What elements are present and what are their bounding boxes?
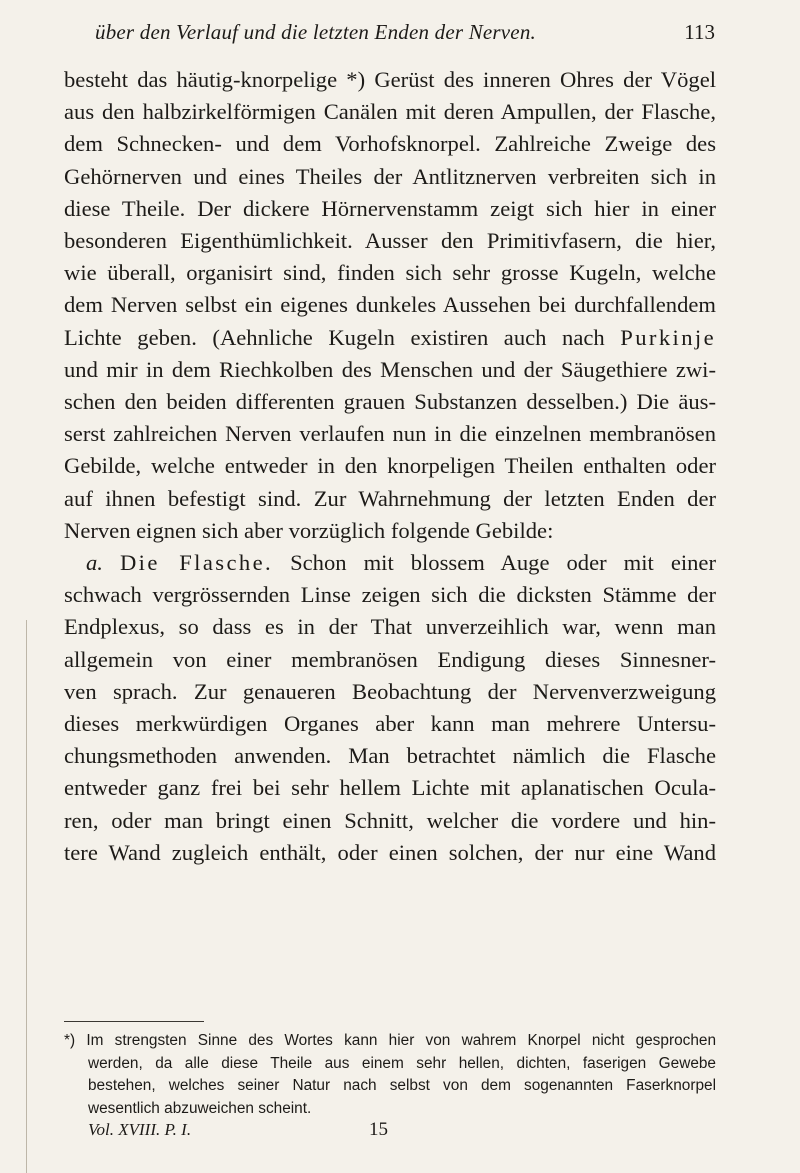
text-line: und mir in dem Riechkolben des Menschen und der Säugethiere zwi-	[64, 356, 716, 382]
text-line: dem Schnecken- und dem Vorhofsknorpel. Zahlreiche Zweige des	[64, 131, 716, 157]
footnote-first-line	[64, 1030, 716, 1053]
text-line: schen den beiden differenten grauen Substanzen desselben.) Die äus-	[64, 389, 716, 415]
volume-signature: Vol. XVIII. P. I.	[88, 1120, 192, 1139]
footnote-rule	[64, 1021, 204, 1022]
section-a-heading: Die Flasche.	[119, 550, 274, 576]
text-line: serst zahlreichen Nerven verlaufen nun in die einzelnen membranösen	[64, 421, 716, 447]
text-line: entweder ganz frei bei sehr hellem Lichte mit aplanatischen Ocula-	[64, 775, 716, 801]
text-line: diese Theile. Der dickere Hörnervenstamm zeigt sich hier in einer	[64, 195, 716, 221]
text-line: dieses merkwürdigen Organes aber kann man mehrere Untersu-	[64, 711, 716, 737]
running-head-title: über den Verlauf und die letzten Enden der Nerven.	[95, 20, 536, 44]
sheet-number: 15	[369, 1119, 388, 1140]
body-text	[64, 64, 716, 869]
text-line: Endplexus, so dass es in der That unverzeihlich war, wenn man	[64, 614, 716, 640]
text-line: besonderen Eigenthümlichkeit. Ausser den Primitivfasern, die hier,	[64, 228, 716, 254]
text-line: auf ihnen befestigt sind. Zur Wahrnehmung der letzten Enden der	[64, 485, 716, 511]
text-line: wie überall, organisirt sind, finden sich sehr grosse Kugeln, welche	[64, 260, 716, 286]
section-a-marker: a.	[86, 550, 103, 576]
section-a-first-line	[64, 547, 716, 579]
text-line: schwach vergrössernden Linse zeigen sich die dicksten Stämme der	[64, 582, 716, 608]
text-line: allgemein von einer membranösen Endigung dieses Sinnesner-	[64, 646, 716, 672]
text-line: besteht das häutig-knorpelige *) Gerüst des inneren Ohres der Vögel	[64, 67, 716, 92]
author-name-purkinje: Purkinje	[620, 324, 716, 350]
text-line: Gehörnerven und eines Theiles der Antlitznerven verbreiten sich in	[64, 163, 716, 189]
text-line-with-name	[64, 322, 716, 354]
text-fragment: Lichte geben. (Aehnliche Kugeln existiren auch nach	[64, 324, 621, 350]
running-head	[95, 20, 715, 50]
footnote-line: werden, da alle diese Theile aus einem sehr hellen, dichten, faserigen Gewebe	[88, 1054, 716, 1072]
page-edge-line	[26, 620, 27, 1173]
text-line: ren, oder man bringt einen Schnitt, welcher die vordere und hin-	[64, 807, 716, 833]
text-line: Nerven eignen sich aber vorzüglich folgende Gebilde:	[64, 517, 554, 543]
text-line: chungsmethoden anwenden. Man betrachtet nämlich die Flasche	[64, 743, 716, 769]
footnote-marker: *)	[64, 1032, 76, 1049]
footnote	[64, 1030, 716, 1120]
text-line: aus den halbzirkelförmigen Canälen mit deren Ampullen, der Flasche,	[64, 99, 716, 125]
text-line: tere Wand zugleich enthält, oder einen solchen, der nur eine Wand	[64, 839, 716, 865]
page-number: 113	[684, 20, 715, 44]
text-line: Gebilde, welche entweder in den knorpeligen Theilen enthalten oder	[64, 453, 716, 479]
footnote-line: wesentlich abzuweichen scheint.	[88, 1099, 312, 1117]
text-line: ven sprach. Zur genaueren Beobachtung der Nervenverzweigung	[64, 678, 716, 704]
text-fragment: Im strengsten Sinne des Wortes kann hier von wahrem Knorpel nicht gesprochen	[75, 1032, 716, 1049]
text-fragment: Schon mit blossem Auge oder mit einer	[273, 550, 716, 576]
text-line: dem Nerven selbst ein eigenes dunkeles Aussehen bei durchfallendem	[64, 292, 716, 318]
footnote-line: bestehen, welches seiner Natur nach selbst von dem sogenannten Faserknorpel	[88, 1077, 716, 1095]
